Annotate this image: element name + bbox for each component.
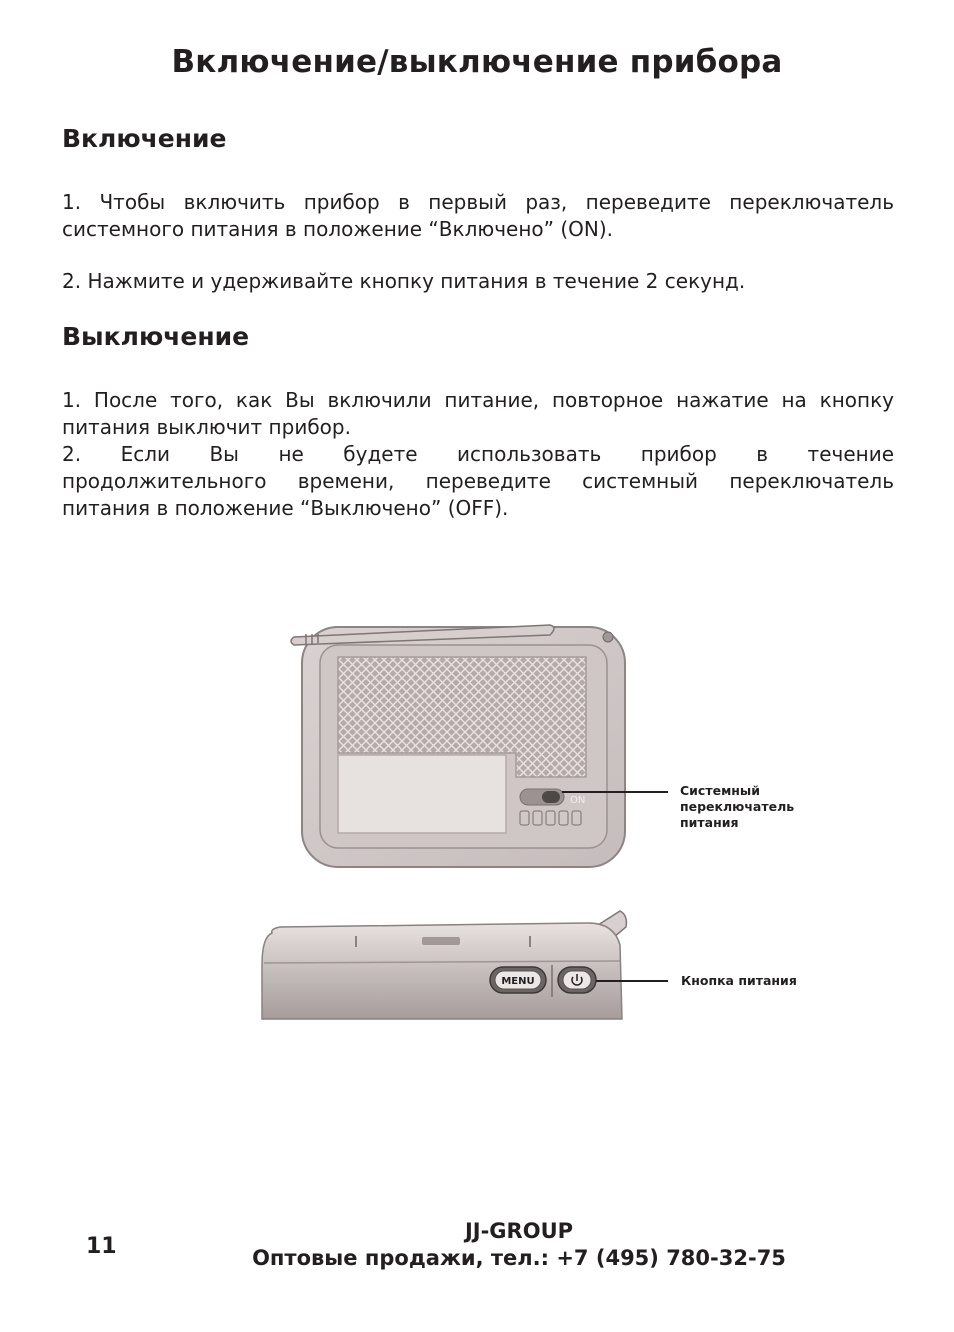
menu-button[interactable] — [490, 967, 546, 993]
off-step-2-line-1: 2. Если Вы не будете использовать прибор в течение — [62, 442, 894, 466]
side-slot — [422, 937, 460, 945]
back-buttons-row — [520, 811, 581, 825]
on-step-1: 1. Чтобы включить прибор в первый раз, переведите переключатель системного питания в положение “Включено” (ON). — [62, 190, 894, 241]
on-step-2: 2. Нажмите и удерживайте кнопку питания в течение 2 секунд. — [62, 269, 746, 293]
footer-sales-phone: Оптовые продажи, тел.: +7 (495) 780-32-75 — [252, 1246, 786, 1270]
menu-label: MENU — [501, 976, 535, 987]
device-side-view — [262, 911, 668, 1019]
screw-icon — [603, 632, 613, 642]
callout-switch-line-1: Системный — [680, 783, 760, 798]
footer-company: JJ-GROUP — [464, 1219, 574, 1243]
label-plate — [338, 755, 506, 833]
off-step-1: 1. После того, как Вы включили питание, повторное нажатие на кнопку питания выключит прибор. — [62, 388, 894, 439]
page-title: Включение/выключение прибора — [171, 44, 783, 80]
device-back-view — [291, 625, 668, 867]
off-step-2-line-2: продолжительного времени, переведите системный переключатель — [62, 469, 894, 493]
device-figure — [258, 615, 818, 1035]
page-number: 11 — [86, 1234, 117, 1259]
callout-switch-line-3: питания — [680, 815, 739, 830]
section-heading-on: Включение — [62, 124, 227, 153]
switch-on-label: ON — [570, 795, 586, 806]
power-button[interactable] — [558, 967, 596, 993]
off-step-2-line-3: питания в положение “Выключено” (OFF). — [62, 496, 509, 520]
power-callout-label: Кнопка питания — [681, 973, 797, 988]
callout-switch-line-2: переключатель — [680, 799, 795, 814]
section-heading-off: Выключение — [62, 322, 250, 351]
switch-callout-label — [680, 783, 794, 831]
